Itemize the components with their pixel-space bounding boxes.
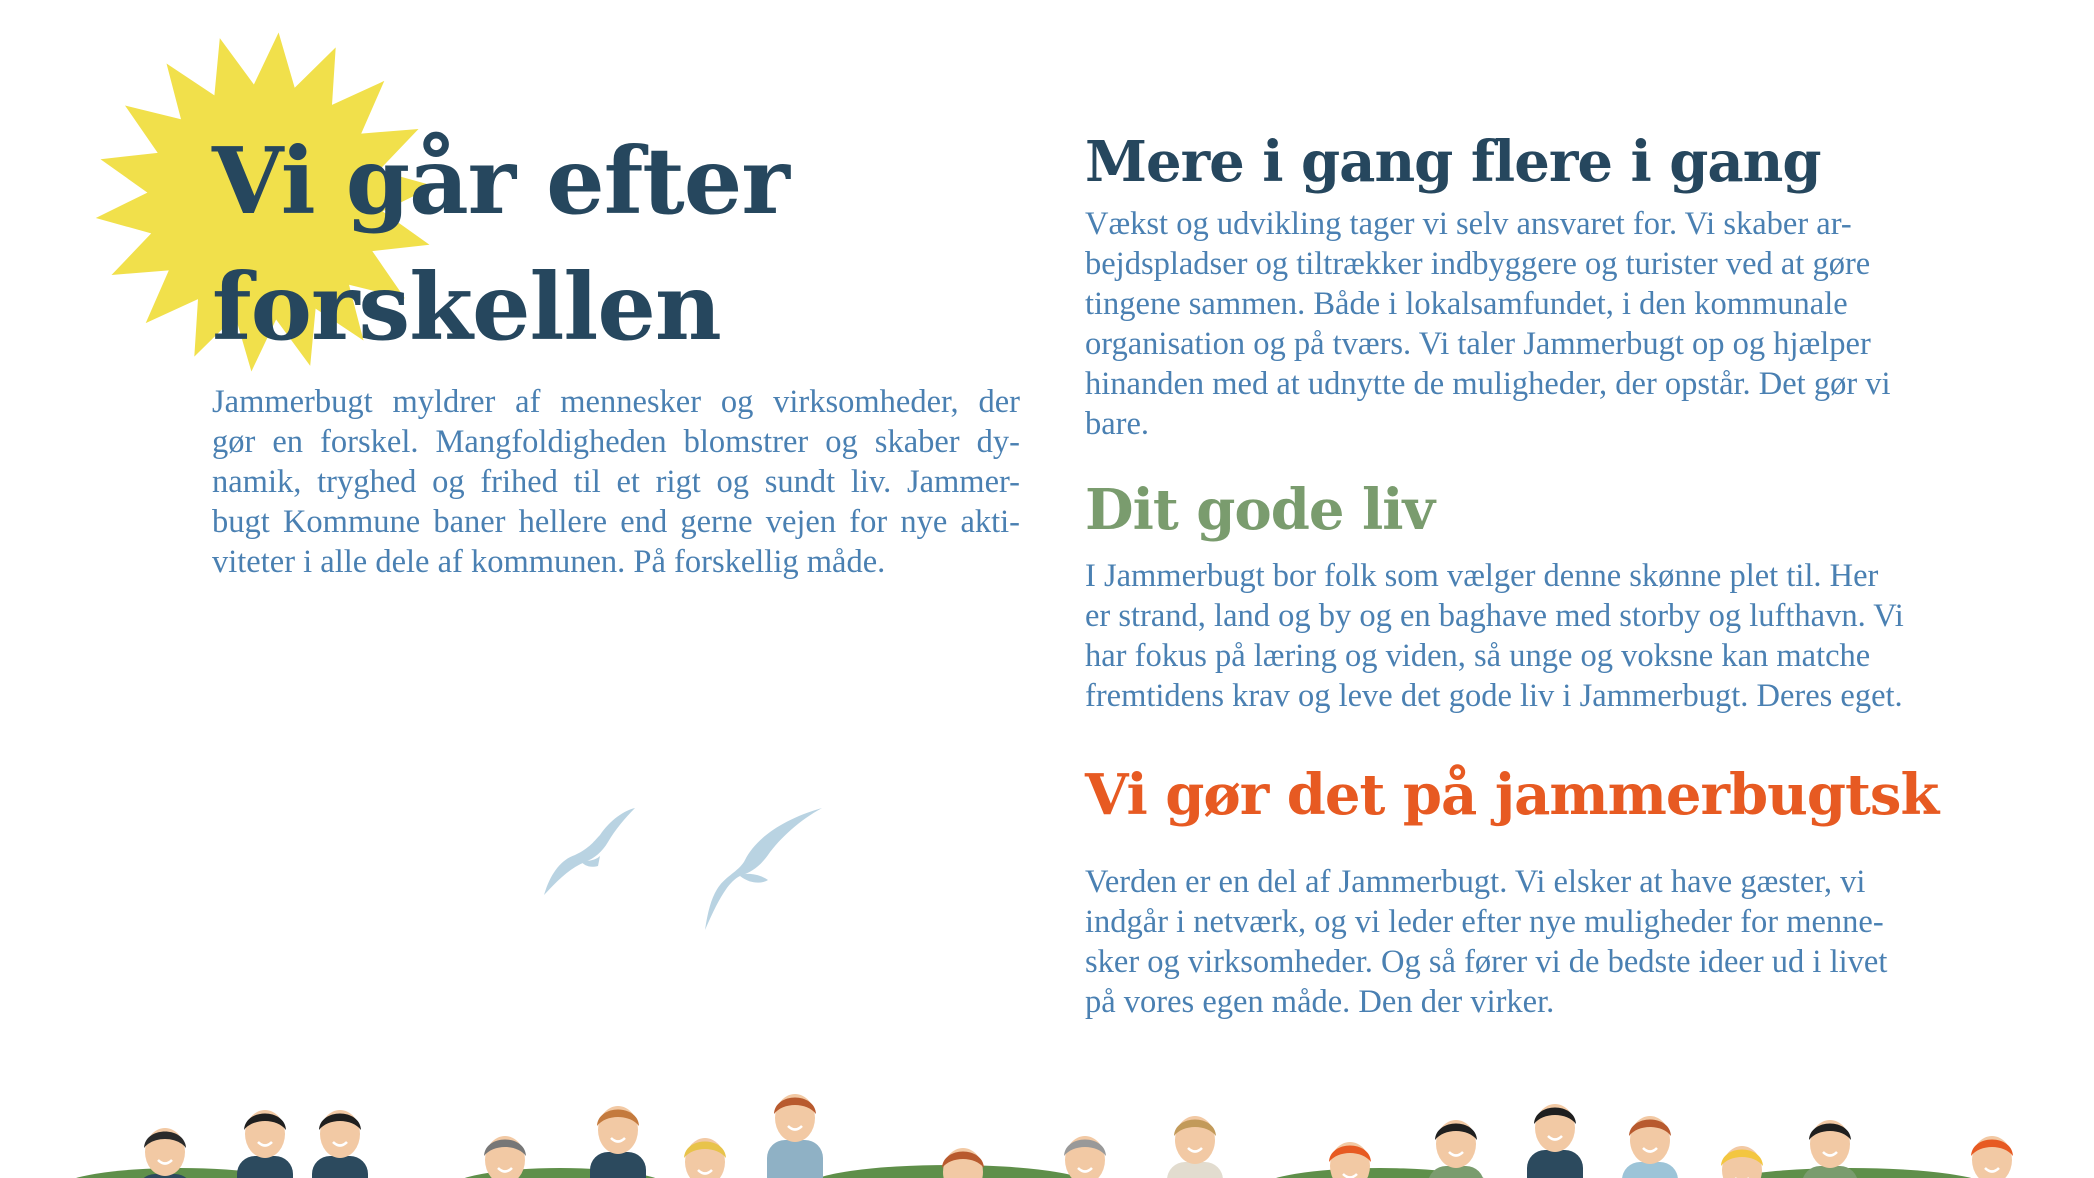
paragraph-line: har fokus på læring og viden, så unge og voksne kan matche [1085,638,1871,674]
page-title-line-1: Vi går efter [212,127,789,235]
paragraph-line: I Jammerbugt bor folk som vælger denne skønne plet til. Her [1085,558,1879,594]
intro-line: viteter i alle dele af kommunen. På forskellig måde. [212,544,886,580]
section-paragraph-dit-gode-liv [1085,556,1965,716]
paragraph-line: tingene sammen. Både i lokalsamfundet, i den kommunale [1085,286,1848,322]
person-figure [767,1094,823,1178]
section-paragraph-mere-i-gang [1085,204,1965,444]
person-figure [590,1106,646,1178]
intro-line: bugt Kommune baner hellere end gerne vejen for nye akti- [212,504,1020,540]
page-title-line-2: forskellen [212,253,721,361]
intro-line: namik, tryghed og frihed til et rigt og sundt liv. Jammer- [212,464,1020,500]
person-figure [1428,1120,1484,1178]
person-figure [237,1110,293,1178]
section-heading-dit-gode-liv: Dit gode liv [1085,477,1435,543]
person-figure [1964,1136,2020,1178]
person-figure [1714,1146,1770,1178]
seagulls-illustration [540,800,830,935]
paragraph-line: fremtidens krav og leve det gode liv i Jammerbugt. Deres eget. [1085,678,1903,714]
people-illustration [0,1060,2094,1178]
paragraph-line: bejdspladser og tiltrækker indbyggere og turister ved at gøre [1085,246,1871,282]
person-figure [1802,1120,1858,1178]
page-title [212,118,912,370]
person-figure [677,1138,733,1178]
paragraph-line: hinanden med at udnytte de muligheder, der opstår. Det gør vi [1085,366,1891,402]
person-figure [1167,1116,1223,1178]
section-heading-jammerbugtsk: Vi gør det på jammerbugtsk [1085,762,1939,828]
intro-line: gør en forskel. Mangfoldigheden blomstrer og skaber dy- [212,424,1020,460]
person-figure [1622,1116,1678,1178]
seagull-icon [544,808,635,895]
person-figure [1057,1136,1113,1178]
paragraph-line: Verden er en del af Jammerbugt. Vi elsker at have gæster, vi [1085,864,1866,900]
paragraph-line: bare. [1085,406,1150,442]
intro-line: Jammerbugt myldrer af mennesker og virksomheder, der [212,384,1020,420]
section-heading-mere-i-gang: Mere i gang flere i gang [1085,129,1821,195]
paragraph-line: sker og virksomheder. Og så fører vi de bedste ideer ud i livet [1085,944,1888,980]
paragraph-line: er strand, land og by og en baghave med storby og lufthavn. Vi [1085,598,1904,634]
intro-paragraph [212,382,1020,582]
paragraph-line: indgår i netværk, og vi leder efter nye muligheder for menne- [1085,904,1884,940]
person-figure [312,1110,368,1178]
paragraph-line: på vores egen måde. Den der virker. [1085,984,1555,1020]
seagull-icon [705,808,822,930]
section-paragraph-jammerbugtsk [1085,862,1965,1022]
person-figure [935,1148,991,1178]
person-figure [1527,1104,1583,1178]
paragraph-line: organisation og på tværs. Vi taler Jammerbugt op og hjælper [1085,326,1871,362]
paragraph-line: Vækst og udvikling tager vi selv ansvaret for. Vi skaber ar- [1085,206,1852,242]
